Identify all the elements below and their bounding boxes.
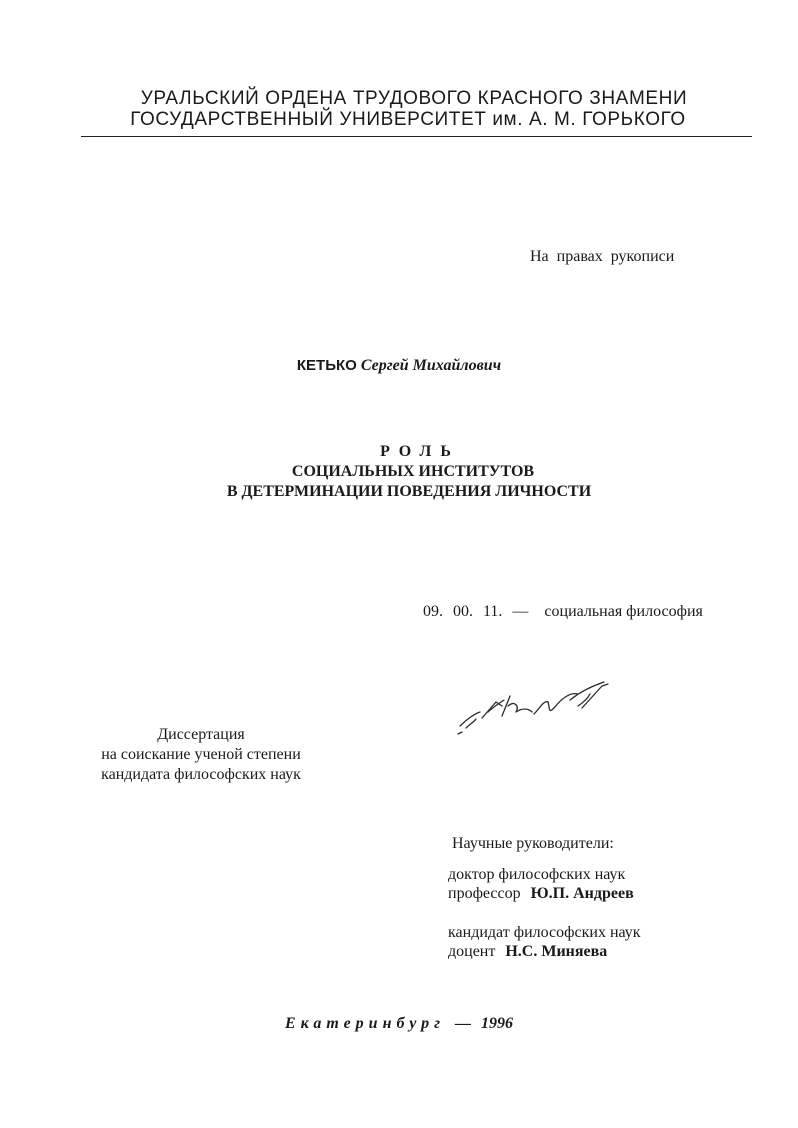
dissertation-line-2: на соискание ученой степени: [101, 746, 301, 763]
header-divider: [81, 136, 752, 137]
supervisor-2: [448, 923, 641, 961]
author-given-names: Сергей Михайлович: [360, 357, 502, 374]
specialty-name: социальная философия: [544, 603, 703, 620]
supervisor-1-degree: доктор философских наук: [448, 866, 626, 883]
title-line-0: РОЛЬ: [380, 443, 460, 460]
university-line-1: УРАЛЬСКИЙ ОРДЕНА ТРУДОВОГО КРАСНОГО ЗНАМЕНИ: [140, 88, 688, 109]
supervisors-block: [448, 834, 641, 961]
supervisor-1: [448, 865, 641, 903]
place-year-dash: —: [455, 1015, 472, 1032]
university-header: [0, 88, 798, 130]
title-line-2: В ДЕТЕРМИНАЦИИ ПОВЕДЕНИЯ ЛИЧНОСТИ: [226, 483, 592, 500]
specialty: [423, 603, 703, 621]
city-name: Екатеринбург: [284, 1015, 446, 1032]
year: 1996: [481, 1015, 514, 1032]
supervisor-2-title: доцент: [448, 943, 496, 960]
manuscript-note: На правах рукописи: [530, 248, 675, 265]
university-line-2: ГОСУДАРСТВЕННЫЙ УНИВЕРСИТЕТ им. А. М. ГОРЬКОГО: [130, 109, 686, 130]
dissertation-line-3: кандидата философских наук: [101, 766, 301, 783]
supervisor-1-name: Ю.П. Андреев: [530, 885, 634, 902]
dissertation-line-1: Диссертация: [157, 726, 245, 743]
signature-icon: [452, 672, 617, 742]
author-name: [0, 357, 798, 375]
supervisor-2-name: Н.С. Миняева: [505, 943, 608, 960]
supervisors-heading: Научные руководители:: [452, 835, 614, 852]
supervisor-1-title: профессор: [448, 885, 521, 902]
supervisor-2-degree: кандидат философских наук: [448, 924, 641, 941]
author-surname: КЕТЬКО: [296, 357, 357, 374]
title-line-1: СОЦИАЛЬНЫХ ИНСТИТУТОВ: [291, 463, 535, 480]
dissertation-type: [81, 725, 321, 785]
dissertation-title: [0, 442, 798, 502]
place-and-year: [0, 1015, 798, 1033]
specialty-code: 09. 00. 11. —: [423, 603, 529, 620]
